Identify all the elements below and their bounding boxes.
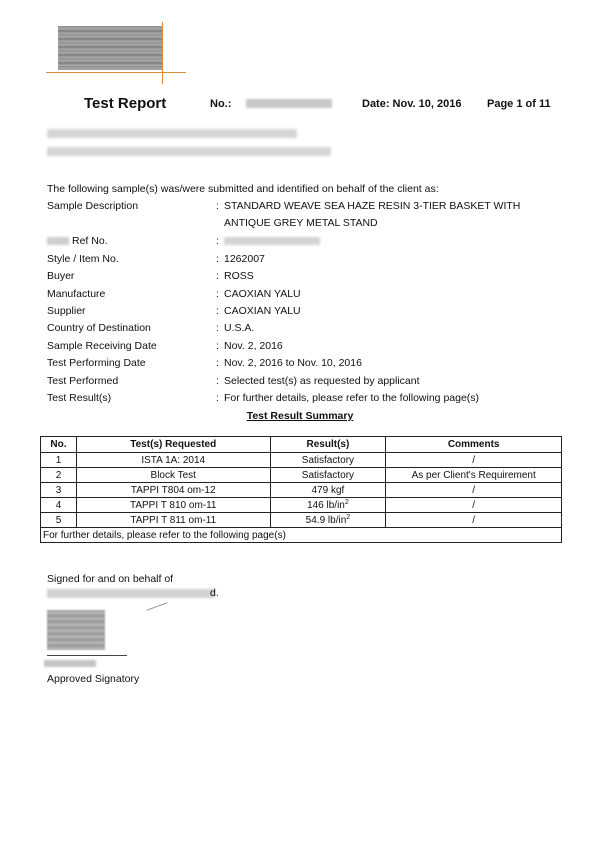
row-comment: / (386, 498, 562, 513)
row-no: 3 (41, 483, 77, 498)
report-number-redacted (246, 99, 332, 108)
field-colon: : (216, 235, 219, 247)
field-value-supplier: CAOXIAN YALU (224, 305, 301, 317)
logo-crop-line-vertical (162, 22, 163, 84)
table-row (41, 513, 562, 528)
results-table (40, 436, 562, 543)
row-result (270, 513, 386, 528)
row-test: ISTA 1A: 2014 (76, 453, 270, 468)
field-label-test-performed: Test Performed (47, 375, 119, 387)
field-colon: : (216, 288, 219, 300)
field-label-test-results: Test Result(s) (47, 392, 112, 404)
signed-on-behalf-text: Signed for and on behalf of (47, 573, 174, 585)
page-indicator: Page 1 of 11 (487, 98, 551, 110)
field-value-style: 1262007 (224, 253, 265, 265)
field-label-country: Country of Destination (47, 322, 151, 334)
signature-line (47, 655, 127, 656)
company-name-redacted (47, 589, 215, 598)
field-colon: : (216, 322, 219, 334)
column-header-test: Test(s) Requested (76, 437, 270, 453)
field-colon: : (216, 200, 219, 212)
field-colon: : (216, 357, 219, 369)
field-value-manufacture: CAOXIAN YALU (224, 288, 301, 300)
field-colon: : (216, 270, 219, 282)
field-colon: : (216, 340, 219, 352)
row-result-superscript: 2 (344, 498, 349, 506)
row-result-superscript: 2 (346, 513, 351, 521)
logo-crop-line-horizontal (46, 72, 186, 73)
field-label-performing-date: Test Performing Date (47, 357, 146, 369)
company-name-suffix: d. (210, 587, 219, 599)
field-value-performing-date: Nov. 2, 2016 to Nov. 10, 2016 (224, 357, 362, 369)
signature-redacted (47, 610, 105, 650)
row-test: TAPPI T804 om-12 (76, 483, 270, 498)
table-note-row (41, 528, 562, 543)
report-title: Test Report (84, 95, 167, 112)
field-value-test-results: For further details, please refer to the following page(s) (224, 392, 480, 404)
row-no: 5 (41, 513, 77, 528)
field-value-receiving-date: Nov. 2, 2016 (224, 340, 283, 352)
intro-text: The following sample(s) was/were submitted and identified on behalf of the client as: (47, 183, 439, 195)
field-label-ref-no: Ref No. (72, 235, 108, 247)
row-no: 2 (41, 468, 77, 483)
company-logo (58, 26, 162, 70)
field-colon: : (216, 253, 219, 265)
signatory-name-redacted (44, 660, 96, 667)
row-result (270, 468, 386, 483)
report-number-label: No.: (210, 98, 232, 110)
row-no: 4 (41, 498, 77, 513)
row-result-value: 54.9 lb/in (305, 514, 347, 526)
applicant-address-redacted (47, 147, 331, 156)
field-value-sample-description: STANDARD WEAVE SEA HAZE RESIN 3-TIER BASKET WITH ANTIQUE GREY METAL STAND (224, 200, 521, 229)
row-result-value: 479 kgf (311, 484, 345, 496)
row-comment: / (386, 453, 562, 468)
table-row (41, 453, 562, 468)
table-note: For further details, please refer to the following page(s) (41, 528, 562, 543)
row-result-value: Satisfactory (301, 469, 355, 481)
row-test: Block Test (76, 468, 270, 483)
field-value-country: U.S.A. (224, 322, 255, 334)
applicant-name-redacted (47, 129, 297, 138)
row-comment: As per Client's Requirement (386, 468, 562, 483)
field-colon: : (216, 392, 219, 404)
column-header-result: Result(s) (270, 437, 386, 453)
row-comment: / (386, 513, 562, 528)
table-header-row (41, 437, 562, 453)
row-result (270, 498, 386, 513)
field-value-buyer: ROSS (224, 270, 254, 282)
table-row (41, 468, 562, 483)
field-label-supplier: Supplier (47, 305, 86, 317)
row-test: TAPPI T 811 om-11 (76, 513, 270, 528)
row-result (270, 453, 386, 468)
field-value-ref-no-redacted (224, 237, 320, 245)
row-comment: / (386, 483, 562, 498)
row-no: 1 (41, 453, 77, 468)
table-row (41, 498, 562, 513)
field-colon: : (216, 375, 219, 387)
ref-prefix-redacted (47, 237, 69, 245)
row-result (270, 483, 386, 498)
stamp-mark (146, 602, 167, 610)
row-result-value: Satisfactory (301, 454, 355, 466)
field-value-test-performed: Selected test(s) as requested by applicant (224, 375, 420, 387)
summary-title: Test Result Summary (246, 410, 354, 422)
field-label-buyer: Buyer (47, 270, 75, 282)
row-test: TAPPI T 810 om-11 (76, 498, 270, 513)
field-label-manufacture: Manufacture (47, 288, 106, 300)
field-label-sample-description: Sample Description (47, 200, 139, 212)
report-date: Date: Nov. 10, 2016 (362, 98, 462, 110)
table-row (41, 483, 562, 498)
approved-signatory-label: Approved Signatory (47, 673, 140, 685)
column-header-comments: Comments (386, 437, 562, 453)
field-label-receiving-date: Sample Receiving Date (47, 340, 157, 352)
field-colon: : (216, 305, 219, 317)
column-header-no: No. (41, 437, 77, 453)
field-label-style: Style / Item No. (47, 253, 119, 265)
row-result-value: 146 lb/in (307, 499, 345, 511)
